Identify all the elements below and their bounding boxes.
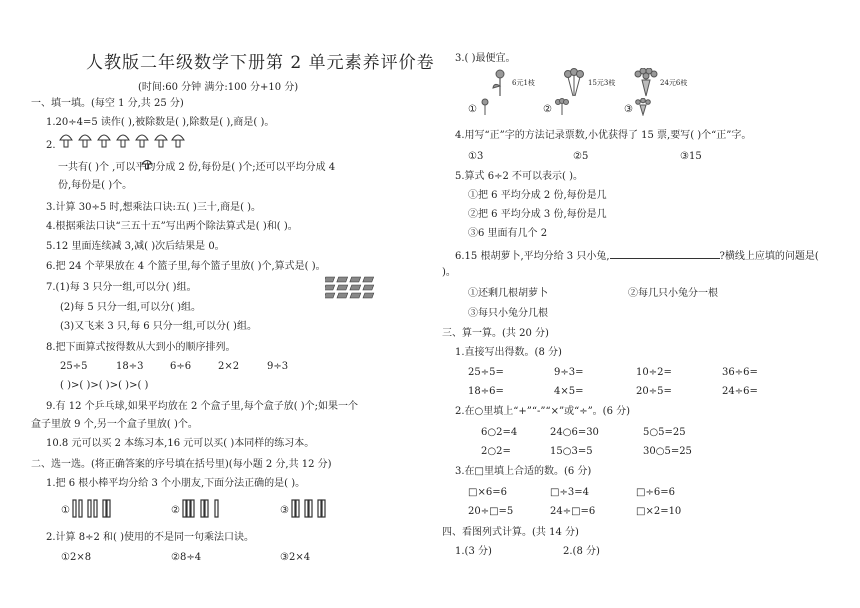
question-1-4: 4.根据乘法口诀“三五十五”写出两个除法算式是( )和( )。 <box>46 221 298 232</box>
calc-r1c3: 10÷2= <box>636 367 672 378</box>
s2q2-option-1: ①2×8 <box>61 552 92 563</box>
r-q6-option-3: ③每只小兔分几根 <box>468 308 548 319</box>
question-2-2: 2.计算 8÷2 和( )使用的不是同一句乘法口诀。 <box>46 532 254 543</box>
question-1-2-number: 2. <box>46 140 56 151</box>
q8-expr-2: 18÷3 <box>116 361 144 372</box>
section-2-heading: 二、选一选。(将正确答案的序号填在括号里)(每小题 2 分,共 12 分) <box>31 459 332 470</box>
mushroom-icon <box>60 135 184 147</box>
s2q1-option-2: ② <box>171 505 180 516</box>
q6-text-a: 6.15 根胡萝卜,平均分给 3 只小兔, <box>455 251 610 262</box>
calc-r2c3: 20÷5= <box>636 386 672 397</box>
question-2-5: 5.算式 6÷2 不可以表示( )。 <box>455 171 583 182</box>
exam-subtitle: (时间:60 分钟 满分:100 分+10 分) <box>138 82 299 93</box>
mushroom-icon <box>141 158 153 170</box>
question-3-2: 2.在○里填上“+”“-”“×”或“÷”。(6 分) <box>455 406 631 417</box>
section-1-heading: 一、填一填。(每空 1 分,共 25 分) <box>31 98 184 109</box>
question-1-2-line2: 份,每份是( )个。 <box>58 180 133 191</box>
section-4-heading: 四、看图列式计算。(共 14 分) <box>442 527 579 538</box>
question-2-6 <box>455 248 819 263</box>
q6-text-c: )。 <box>442 267 456 278</box>
s4-item-1: 1.(3 分) <box>455 546 492 557</box>
question-1-9b: 盒子里放 9 个,另一个盒子里放( )个。 <box>31 419 198 430</box>
question-3-1: 1.直接写出得数。(8 分) <box>455 347 562 358</box>
q6-answer-line[interactable] <box>610 248 720 259</box>
box-r1c2: □÷3=4 <box>550 487 589 498</box>
s2q1-option-1: ① <box>61 505 70 516</box>
calc-r2c2: 4×5= <box>554 386 584 397</box>
page-title: 人教版二年级数学下册第 2 单元素养评价卷 <box>86 53 435 73</box>
question-1-10: 10.8 元可以买 2 本练习本,16 元可以买( )本同样的练习本。 <box>46 438 315 449</box>
q8-expr-3: 6÷6 <box>170 361 192 372</box>
flower-bouquet-icon <box>634 68 658 98</box>
question-1-7b: (2)每 5 只分一组,可以分( )组。 <box>60 302 202 313</box>
flower-icon <box>490 68 510 98</box>
r-q4-option-1: ①3 <box>468 151 484 162</box>
calc-r1c1: 25÷5= <box>468 367 504 378</box>
flower-bunch-icon <box>554 98 570 116</box>
question-1-2-line1: 一共有( )个 ,可以平均分成 2 份,每份是( )个;还可以平均分成 4 <box>58 162 336 173</box>
birds-group-image <box>325 276 375 306</box>
sticks-option-3-image <box>291 499 331 519</box>
flower-icon <box>478 98 492 116</box>
s2q1-option-3: ③ <box>280 505 289 516</box>
calc-r1c4: 36÷6= <box>722 367 758 378</box>
question-1-7a: 7.(1)每 3 只分一组,可以分( )组。 <box>46 282 197 293</box>
question-2-4: 4.用写“正”字的方法记录票数,小优获得了 15 票,要写( )个“正”字。 <box>455 130 752 141</box>
s4-item-2: 2.(8 分) <box>563 546 600 557</box>
price-label-2: 15元3枝 <box>588 79 616 87</box>
calc-r1c2: 9÷3= <box>554 367 584 378</box>
question-1-9a: 9.有 12 个乒乓球,如果平均放在 2 个盒子里,每个盒子放( )个;如果一个 <box>46 401 359 412</box>
r-q5-option-1: ①把 6 平均分成 2 份,每份是几 <box>468 190 607 201</box>
flower-bunch-icon <box>562 68 586 98</box>
r-q3-option-1: ① <box>468 104 477 115</box>
sticks-option-2-image <box>182 499 222 519</box>
op-r1c1: 6○2=4 <box>481 427 518 438</box>
q8-expr-5: 9÷3 <box>267 361 289 372</box>
op-r1c2: 24○6=30 <box>550 427 599 438</box>
r-q6-option-2: ②每几只小兔分一根 <box>628 288 718 299</box>
question-2-3: 3.( )最便宜。 <box>455 53 516 64</box>
question-2-1: 1.把 6 根小棒平均分给 3 个小朋友,下面分法正确的是( )。 <box>46 478 306 489</box>
box-r2c3: □×2=10 <box>636 506 682 517</box>
price-label-3: 24元6枝 <box>660 79 688 87</box>
question-1-1: 1.20÷4=5 读作( ),被除数是( ),除数是( ),商是( )。 <box>46 117 275 128</box>
q6-text-b: ?横线上应填的问题是( <box>719 251 819 262</box>
question-1-6: 6.把 24 个苹果放在 4 个篮子里,每个篮子里放( )个,算式是( )。 <box>46 261 326 272</box>
s2q2-option-3: ③2×4 <box>280 552 311 563</box>
section-3-heading: 三、算一算。(共 20 分) <box>442 328 549 339</box>
question-1-5: 5.12 里面连续减 3,减( )次后结果是 0。 <box>46 241 225 252</box>
op-r2c2: 15○3=5 <box>550 446 593 457</box>
box-r2c1: 20÷□=5 <box>468 506 514 517</box>
sticks-option-1-image <box>72 499 112 519</box>
op-r2c3: 30○5=25 <box>643 446 692 457</box>
box-r2c2: 24÷□=6 <box>550 506 596 517</box>
op-r2c1: 2○2= <box>481 446 511 457</box>
flower-bouquet-icon <box>635 98 651 116</box>
r-q4-option-2: ②5 <box>573 151 589 162</box>
calc-r2c4: 24÷6= <box>722 386 758 397</box>
box-r1c3: □÷6=6 <box>636 487 675 498</box>
price-label-1: 6元1枝 <box>512 79 535 87</box>
question-1-7c: (3)又飞来 3 只,每 6 只分一组,可以分( )组。 <box>60 321 257 332</box>
question-1-3: 3.计算 30÷5 时,想乘法口诀:五( )三十,商是( )。 <box>46 202 262 213</box>
op-r1c3: 5○5=25 <box>643 427 686 438</box>
question-1-8: 8.把下面算式按得数从大到小的顺序排列。 <box>46 342 236 353</box>
r-q4-option-3: ③15 <box>680 151 702 162</box>
q8-expr-1: 25÷5 <box>60 361 88 372</box>
q8-order-blanks: ( )>( )>( )>( )>( ) <box>60 380 149 391</box>
q8-expr-4: 2×2 <box>218 361 240 372</box>
r-q6-option-1: ①还剩几根胡萝卜 <box>468 288 548 299</box>
calc-r2c1: 18÷6= <box>468 386 504 397</box>
r-q3-option-3: ③ <box>624 104 633 115</box>
mushroom-row-image <box>58 130 188 150</box>
question-3-3: 3.在□里填上合适的数。(6 分) <box>455 466 592 477</box>
r-q5-option-2: ②把 6 平均分成 3 份,每份是几 <box>468 209 607 220</box>
box-r1c1: □×6=6 <box>468 487 507 498</box>
r-q5-option-3: ③6 里面有几个 2 <box>468 228 548 239</box>
s2q2-option-2: ②8÷4 <box>171 552 202 563</box>
r-q3-option-2: ② <box>543 104 552 115</box>
